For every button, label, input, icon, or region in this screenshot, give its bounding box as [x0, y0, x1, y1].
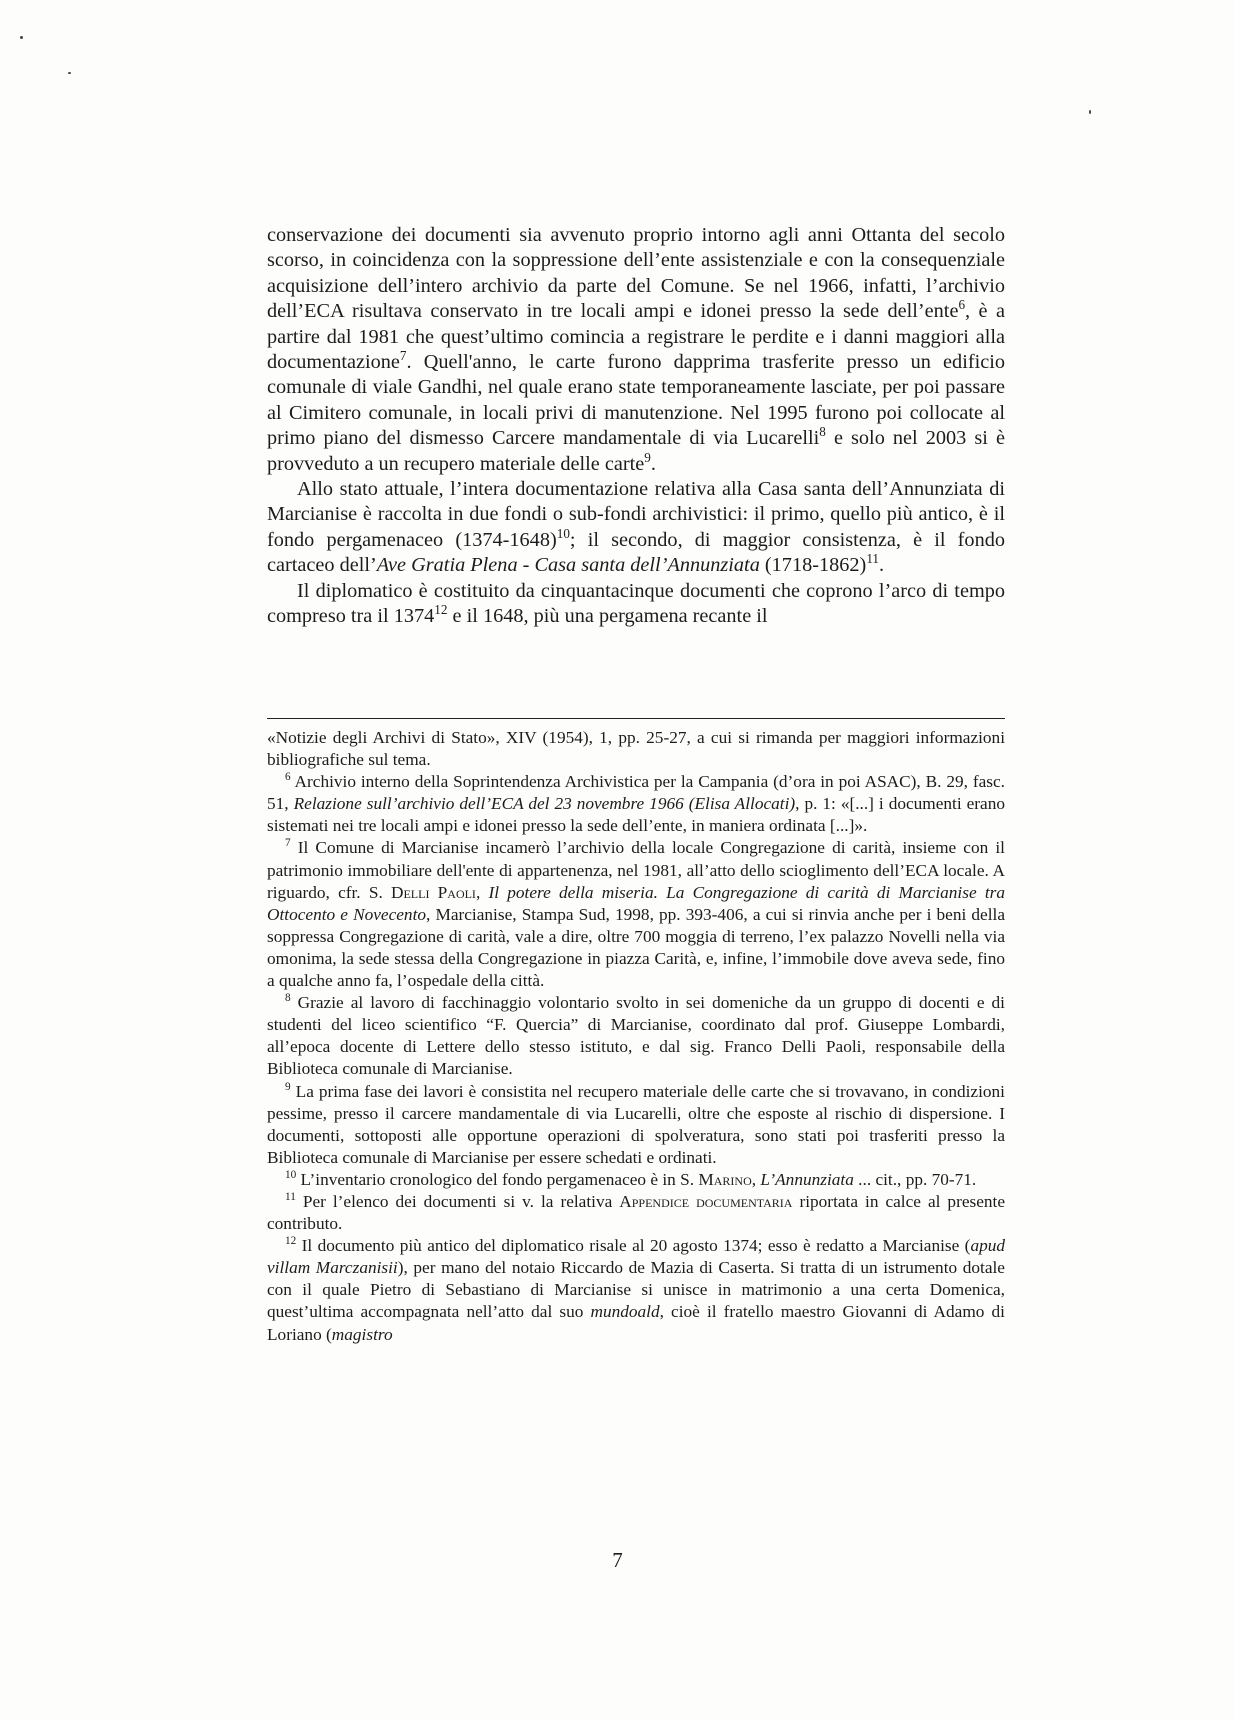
- body-paragraph-2: Allo stato attuale, l’intera documentazione relativa alla Casa santa dell’Annunziata di Marcianise è raccolta in due fondi o sub-fondi archivistici: il primo, quello più antico, è il fondo pergamenaceo (1374-1648)$^{10}$; il secondo, di maggior consistenza, è il fondo cartaceo dell’Ave Gratia Plena - Casa santa dell’Annunziata (1718-1862)$^{11}$.: [267, 478, 1005, 577]
- footnote-11: $^{11}$ Per l’elenco dei documenti si v. la relativa Appendice documentaria riportata in calce al presente contributo.: [267, 1191, 1005, 1234]
- footnote-12: $^{12}$ Il documento più antico del diplomatico risale al 20 agosto 1374; esso è redatto a Marcianise (apud villam Marczanisii), per mano del notaio Riccardo de Mazia di Caserta. Si tratta di un istrumento dotale con il quale Pietro di Sebastiano di Marcianise si unisce in matrimonio a una certa Domenica, quest’ultima accompagnata nell’atto dal suo mundoald, cioè il fratello maestro Giovanni di Adamo di Loriano (magistro: [267, 1235, 1005, 1344]
- footnote-6: $^6$ Archivio interno della Soprintendenza Archivistica per la Campania (d’ora in poi ASAC), B. 29, fasc. 51, Relazione sull’archivio dell’ECA del 23 novembre 1966 (Elisa Allocati), p. 1: «[...] i documenti erano sistemati nei tre locali ampi e idonei presso la sede dell’ente, in maniera ordinata [...]».: [267, 771, 1006, 836]
- page-number: 7: [612, 1548, 623, 1572]
- body-paragraph-1: conservazione dei documenti sia avvenuto proprio intorno agli anni Ottanta del secolo scorso, in coincidenza con la soppressione dell’ente assistenziale e con la consequenziale acquisizione dell’intero archivio da parte del Comune. Se nel 1966, infatti, l’archivio dell’ECA risultava conservato in tre locali ampi e idonei presso la sede dell’ente$^6$, è a partire dal 1981 che quest’ultimo comincia a registrare le perdite e i danni maggiori alla documentazione$^7$. Quell'anno, le carte furono dapprima trasferite presso un edificio comunale di viale Gandhi, nel quale erano state temporaneamente lasciate, per poi passare al Cimitero comunale, in locali privi di manutenzione. Nel 1995 furono poi collocate al primo piano del dismesso Carcere mandamentale di via Lucarelli$^8$ e solo nel 2003 si è provveduto a un recupero materiale delle carte$^9$.: [267, 224, 1005, 475]
- footnote-ref-6[interactable]: 6: [958, 297, 966, 313]
- footnote-number: 10: [285, 1169, 297, 1182]
- footnote-ref-11[interactable]: 11: [866, 551, 880, 567]
- scan-speck: [20, 36, 23, 39]
- footnote-separator: [267, 718, 1005, 719]
- footnote-continuation: «Notizie degli Archivi di Stato», XIV (1954), 1, pp. 25-27, a cui si rimanda per maggiori informazioni bibliografiche sul tema.: [267, 728, 1005, 770]
- scan-speck: [1089, 110, 1091, 114]
- main-text: [267, 223, 1005, 630]
- footnote-number: 7: [285, 837, 291, 850]
- footnote-number: 12: [285, 1235, 297, 1248]
- footnote-ref-8[interactable]: 8: [819, 424, 826, 440]
- footnote-9: $^9$ La prima fase dei lavori è consistita nel recupero materiale delle carte che si trovavano, in condizioni pessime, presso il carcere mandamentale di via Lucarelli, oltre che esposte al rischio di dispersione. I documenti, sottoposti alle opportune operazioni di spolveratura, sono stati poi trasferiti presso la Biblioteca comunale di Marcianise per essere schedati e ordinati.: [267, 1080, 1005, 1167]
- body-paragraph-3: Il diplomatico è costituito da cinquantacinque documenti che coprono l’arco di tempo compreso tra il 1374$^{12}$ e il 1648, più una pergamena recante il: [267, 579, 1005, 628]
- footnote-8: $^8$ Grazie al lavoro di facchinaggio volontario svolto in sei domeniche da un gruppo di docenti e di studenti del liceo scientifico “F. Quercia” di Marcianise, coordinato dal prof. Giuseppe Lombardi, all’epoca docente di Lettere dello stesso istituto, e dal sig. Franco Delli Paoli, responsabile della Biblioteca comunale di Marcianise.: [267, 992, 1005, 1079]
- footnote-number: 8: [285, 992, 291, 1005]
- footnote-number: 11: [285, 1191, 296, 1204]
- footnote-10: $^{10}$ L’inventario cronologico del fondo pergamenaceo è in S. Marino, L’Annunziata ... cit., pp. 70-71.: [285, 1169, 977, 1189]
- footnote-ref-7[interactable]: 7: [399, 348, 407, 364]
- scan-speck: [68, 72, 71, 74]
- footnote-ref-9[interactable]: 9: [644, 449, 651, 465]
- footnote-7: $^7$ Il Comune di Marcianise incamerò l’archivio della locale Congregazione di carità, insieme con il patrimonio immobiliare dell'ente di appartenenza, nel 1981, all’atto dello scioglimento dell’ECA locale. A riguardo, cfr. S. Delli Paoli, Il potere della miseria. La Congregazione di carità di Marcianise tra Ottocento e Novecento, Marcianise, Stampa Sud, 1998, pp. 393-406, a cui si rinvia anche per i beni della soppressa Congregazione di carità, vale a dire, oltre 700 moggia di terreno, l’ex palazzo Novelli nella via omonima, la sede stessa della Congregazione in piazza Carità, e, infine, l’immobile dove aveva sede, fino a qualche anno fa, l’ospedale della città.: [267, 837, 1005, 991]
- footnote-ref-10[interactable]: 10: [556, 526, 570, 542]
- footnote-ref-12[interactable]: 12: [434, 602, 448, 618]
- footnote-number: 6: [285, 771, 291, 784]
- footnotes: [267, 727, 1005, 1346]
- footnote-number: 9: [285, 1080, 291, 1093]
